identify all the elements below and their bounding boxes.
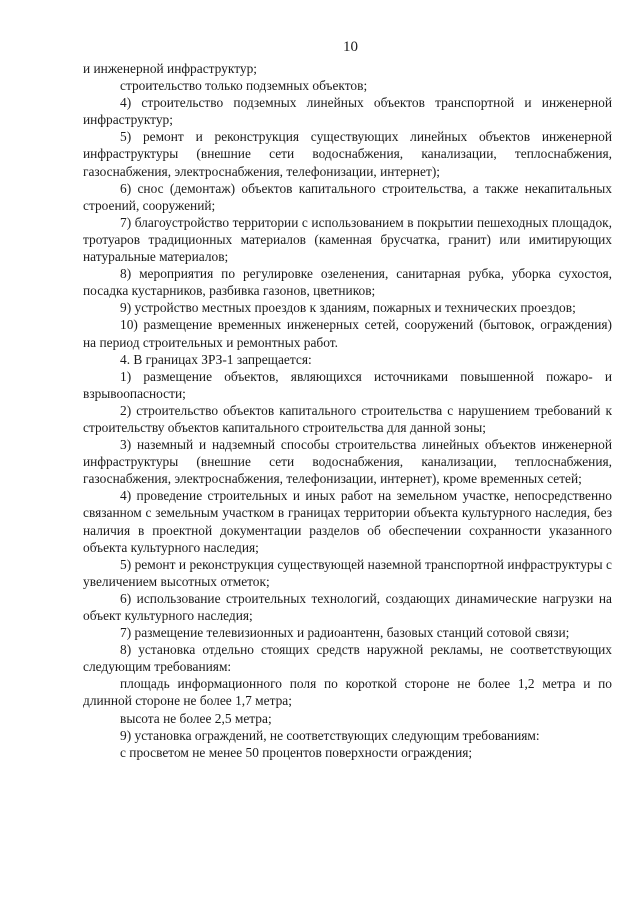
paragraph: 5) ремонт и реконструкция существующих линейных объектов инженерной инфраструктуры (внешние сети водоснабжения, канализации, теплоснабжения, газоснабжения, электроснабжения, телефонизации, интернет); (83, 129, 612, 179)
paragraph: 1) размещение объектов, являющихся источниками повышенной пожаро- и взрывоопасности; (83, 368, 612, 401)
paragraph: 7) благоустройство территории с использованием в покрытии пешеходных площадок, тротуаров традиционных материалов (каменная брусчатка, гранит) или имитирующих натуральные материалов; (83, 214, 612, 265)
paragraph: 10) размещение временных инженерных сетей, сооружений (бытовок, ограждения) на период строительных и ремонтных работ. (83, 317, 612, 350)
paragraph: высота не более 2,5 метра; (120, 710, 272, 726)
paragraph: и инженерной инфраструктур; (83, 61, 257, 76)
section-heading: 4. В границах ЗРЗ-1 запрещается: (120, 351, 312, 367)
paragraph: с просветом не менее 50 процентов поверхности ограждения; (120, 744, 473, 760)
page-number: 10 (343, 39, 358, 55)
paragraph: строительство только подземных объектов; (120, 78, 368, 94)
paragraph: 4) проведение строительных и иных работ на земельном участке, непосредственно связанном с земельным участком в границах территории объекта культурного наследия, без наличия в проектной документации разделов об обеспечении сохранности указанного объекта культурного наследия; (83, 488, 612, 555)
paragraph: 5) ремонт и реконструкция существующей наземной транспортной инфраструктуры с увеличением высотных отметок; (83, 556, 612, 589)
paragraph: 6) снос (демонтаж) объектов капитального строительства, а также некапитальных строений, сооружений; (83, 180, 612, 213)
paragraph: 6) использование строительных технологий, создающих динамические нагрузки на объект культурного наследия; (83, 590, 612, 623)
paragraph: 2) строительство объектов капитального строительства с нарушением требований к строительству объектов капитального строительства для данной зоны; (83, 402, 612, 435)
paragraph: 9) устройство местных проездов к зданиям, пожарных и технических проездов; (120, 300, 576, 316)
paragraph: 4) строительство подземных линейных объектов транспортной и инженерной инфраструктур; (83, 95, 612, 128)
paragraph: 9) установка ограждений, не соответствующих следующим требованиям: (120, 727, 540, 743)
document-body (83, 60, 612, 761)
paragraph: площадь информационного поля по короткой стороне не более 1,2 метра и по длинной стороне не более 1,7 метра; (83, 676, 612, 709)
paragraph: 8) установка отдельно стоящих средств наружной рекламы, не соответствующих следующим требованиям: (83, 642, 612, 675)
paragraph: 3) наземный и надземный способы строительства линейных объектов инженерной инфраструктуры (внешние сети водоснабжения, канализации, теплоснабжения, газоснабжения, электроснабжения, телефонизации, интернет), кроме временных сетей; (83, 437, 612, 487)
paragraph: 7) размещение телевизионных и радиоантенн, базовых станций сотовой связи; (120, 625, 570, 641)
paragraph: 8) мероприятия по регулировке озеленения, санитарная рубка, уборка сухостоя, посадка кустарников, разбивка газонов, цветников; (83, 266, 612, 299)
